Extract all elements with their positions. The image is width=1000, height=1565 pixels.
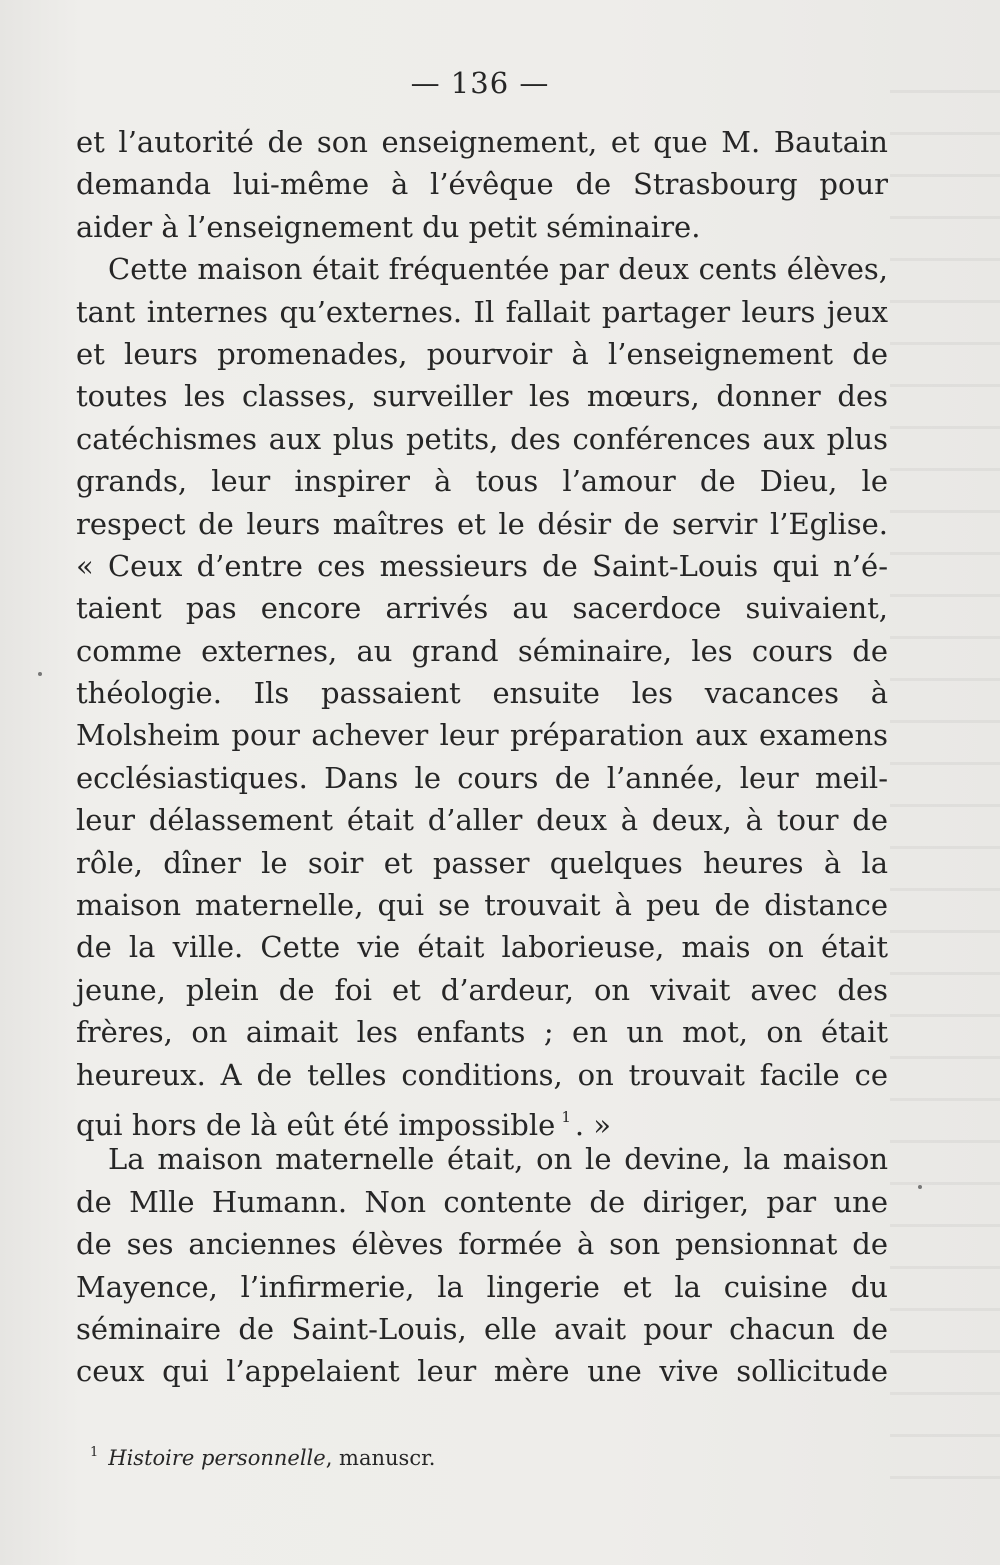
text-line-content: séminaire de Saint-Louis, elle avait pour chacun de [76, 1311, 888, 1346]
footnote-rest: , manuscr. [325, 1446, 436, 1470]
text-line [76, 1223, 888, 1265]
text-line [76, 884, 888, 926]
text-line [76, 121, 888, 163]
footnote [90, 1445, 435, 1470]
text-line [76, 757, 888, 799]
text-line-content: respect de leurs maîtres et le désir de servir l’Eglise. [76, 506, 888, 541]
text-line-content: Mayence, l’infirmerie, la lingerie et la cuisine du [76, 1269, 888, 1304]
paper-speck [918, 1185, 922, 1189]
text-line [76, 1266, 888, 1308]
text-line [76, 1096, 888, 1142]
text-line-content: rôle, dîner le soir et passer quelques heures à la [76, 845, 888, 880]
text-line-content: ecclésiastiques. Dans le cours de l’année, leur meil- [76, 760, 888, 795]
text-line [76, 503, 888, 545]
text-line-content: heureux. A de telles conditions, on trouvait facile ce [76, 1057, 888, 1092]
text-line [76, 799, 888, 841]
text-line [76, 630, 888, 672]
text-line [76, 248, 888, 290]
text-line-content: et l’autorité de son enseignement, et que M. Bautain [76, 125, 888, 159]
text-line-content: comme externes, au grand séminaire, les cours de [76, 633, 888, 668]
text-line [76, 714, 888, 756]
text-line [76, 418, 888, 460]
text-line-content: de Mlle Humann. Non contente de diriger, par une [76, 1184, 888, 1219]
text-line-content: Molsheim pour achever leur préparation aux examens [76, 718, 888, 753]
body-text [76, 121, 888, 1393]
text-line [76, 969, 888, 1011]
text-line [76, 1138, 888, 1180]
text-line-tail: . » [574, 1107, 612, 1142]
show-through-text [890, 90, 1000, 1490]
footnote-reference: 1 [561, 1107, 571, 1126]
text-line [76, 333, 888, 375]
text-line-content: taient pas encore arrivés au sacerdoce suivaient, [76, 591, 888, 626]
text-line-content: catéchismes aux plus petits, des conférences aux plus [76, 421, 888, 456]
text-line [76, 1011, 888, 1053]
text-line-content: leur délassement était d’aller deux à deux, à tour de [76, 803, 888, 838]
text-line-content: et leurs promenades, pourvoir à l’enseignement de [76, 336, 888, 371]
text-line-content: maison maternelle, qui se trouvait à peu de distance [76, 888, 888, 923]
text-line-content: demanda lui-même à l’évêque de Strasbourg pour [76, 167, 888, 202]
text-line-content: de la ville. Cette vie était laborieuse, mais on était [76, 930, 888, 965]
text-line-content: « Ceux d’entre ces messieurs de Saint-Louis qui n’é- [76, 548, 888, 583]
text-line-content: ceux qui l’appelaient leur mère une vive sollicitude [76, 1354, 888, 1389]
text-line [76, 1181, 888, 1223]
text-line [76, 545, 888, 587]
text-line [76, 1308, 888, 1350]
text-line-content: aider à l’enseignement du petit séminaire. [76, 209, 701, 244]
text-line-content: théologie. Ils passaient ensuite les vacances à [76, 676, 888, 711]
text-line-content: tant internes qu’externes. Il fallait partager leurs jeux [76, 294, 888, 329]
text-line [76, 672, 888, 714]
text-line [76, 163, 888, 205]
footnote-mark: 1 [90, 1445, 99, 1460]
text-line-content: grands, leur inspirer à tous l’amour de Dieu, le [76, 464, 888, 499]
text-line-content: qui hors de là eût été impossible [76, 1107, 556, 1142]
paper-speck [38, 672, 42, 676]
text-line [76, 926, 888, 968]
text-line-content: de ses anciennes élèves formée à son pensionnat de [76, 1227, 888, 1262]
text-line-content: toutes les classes, surveiller les mœurs, donner des [76, 379, 888, 414]
text-line [76, 375, 888, 417]
text-line [76, 206, 888, 248]
text-line-content: Cette maison était fréquentée par deux cents élèves, [108, 252, 888, 287]
text-line-content: frères, on aimait les enfants ; en un mot, on était [76, 1015, 888, 1050]
text-line [76, 587, 888, 629]
text-line [76, 460, 888, 502]
text-line [76, 842, 888, 884]
text-line [76, 1054, 888, 1096]
text-line-content: jeune, plein de foi et d’ardeur, on vivait avec des [76, 972, 888, 1007]
page-number: — 136 — [410, 66, 550, 100]
text-line [76, 1350, 888, 1392]
text-line [76, 291, 888, 333]
footnote-title: Histoire personnelle [108, 1446, 326, 1470]
text-line-content: La maison maternelle était, on le devine, la maison [108, 1142, 888, 1177]
